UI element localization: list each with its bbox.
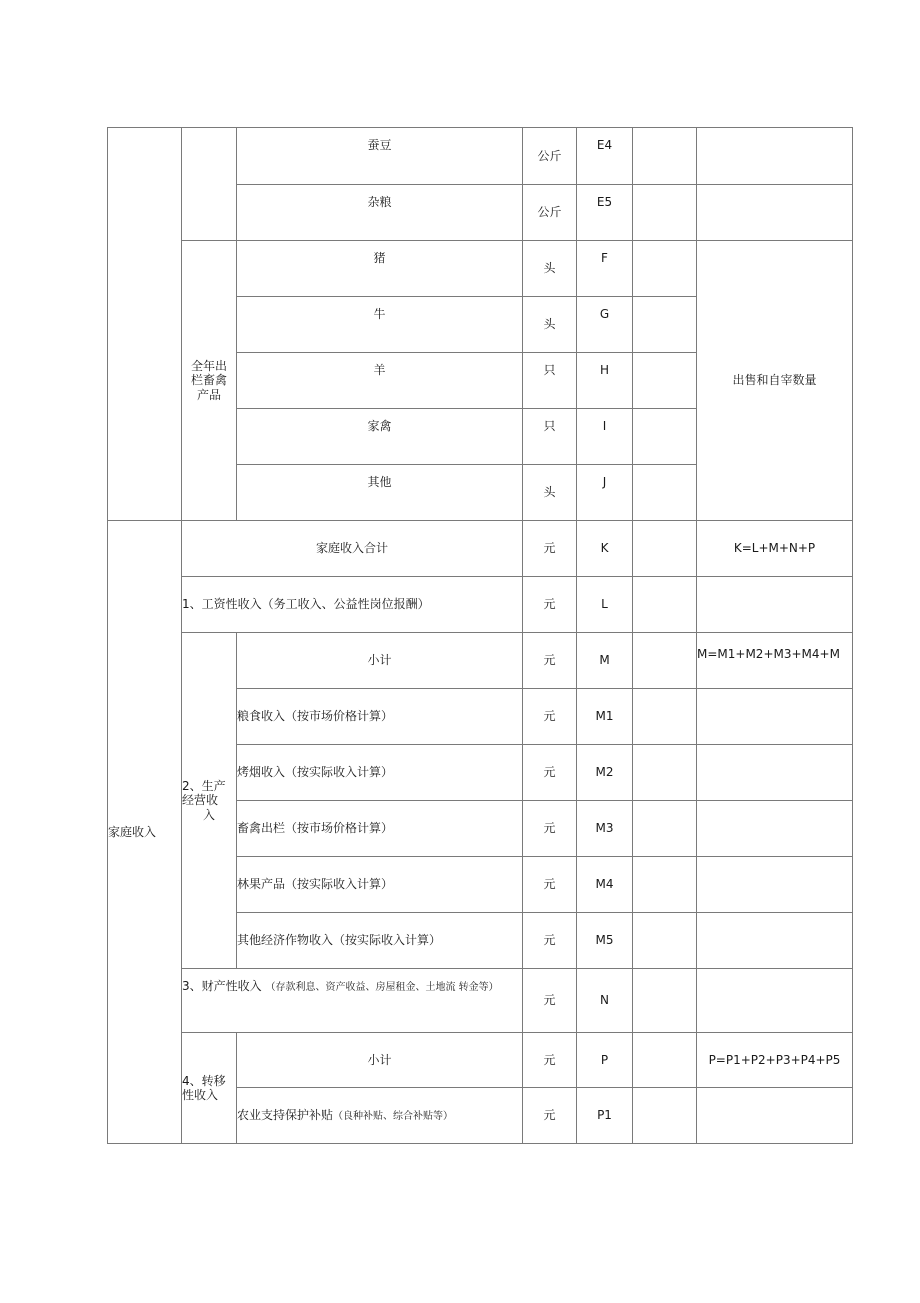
item-code: M5 bbox=[577, 913, 633, 969]
item-unit: 元 bbox=[523, 745, 577, 801]
item-name: 羊 bbox=[237, 353, 523, 409]
table-row bbox=[108, 128, 853, 185]
income-survey-table bbox=[107, 127, 853, 1144]
item-name: 家庭收入合计 bbox=[182, 521, 523, 577]
item-unit: 只 bbox=[523, 409, 577, 465]
production-category-label: 2、生产 经营收 入 bbox=[182, 633, 237, 969]
transfer-category-label: 4、转移 性收入 bbox=[182, 1033, 237, 1144]
item-unit: 头 bbox=[523, 241, 577, 297]
note-cell bbox=[697, 128, 853, 185]
item-name: 3、财产性收入 （存款利息、资产收益、房屋租金、土地流 转金等） bbox=[182, 969, 523, 1033]
value-cell[interactable] bbox=[633, 409, 697, 465]
value-cell[interactable] bbox=[633, 577, 697, 633]
table-row bbox=[108, 577, 853, 633]
value-cell[interactable] bbox=[633, 689, 697, 745]
item-name: 其他 bbox=[237, 465, 523, 521]
item-code: J bbox=[577, 465, 633, 521]
item-name: 烤烟收入（按实际收入计算） bbox=[237, 745, 523, 801]
item-name: 猪 bbox=[237, 241, 523, 297]
item-unit: 元 bbox=[523, 689, 577, 745]
item-code: E5 bbox=[577, 185, 633, 241]
value-cell[interactable] bbox=[633, 297, 697, 353]
note-cell bbox=[697, 857, 853, 913]
income-section-label: 家庭收入 bbox=[108, 521, 182, 1144]
item-code: K bbox=[577, 521, 633, 577]
item-name: 农业支持保护补贴（良种补贴、综合补贴等） bbox=[237, 1088, 523, 1144]
item-unit: 元 bbox=[523, 857, 577, 913]
note-cell bbox=[697, 577, 853, 633]
item-code: M bbox=[577, 633, 633, 689]
livestock-note: 出售和自宰数量 bbox=[697, 241, 853, 521]
value-cell[interactable] bbox=[633, 633, 697, 689]
value-cell[interactable] bbox=[633, 128, 697, 185]
note-cell bbox=[697, 969, 853, 1033]
value-cell[interactable] bbox=[633, 969, 697, 1033]
formula-note: K=L+M+N+P bbox=[697, 521, 853, 577]
item-name: 1、工资性收入（务工收入、公益性岗位报酬） bbox=[182, 577, 523, 633]
note-cell bbox=[697, 801, 853, 857]
item-code: P1 bbox=[577, 1088, 633, 1144]
item-name: 牛 bbox=[237, 297, 523, 353]
value-cell[interactable] bbox=[633, 745, 697, 801]
item-unit: 只 bbox=[523, 353, 577, 409]
value-cell[interactable] bbox=[633, 185, 697, 241]
item-unit: 元 bbox=[523, 633, 577, 689]
note-cell bbox=[697, 185, 853, 241]
item-unit: 元 bbox=[523, 577, 577, 633]
value-cell[interactable] bbox=[633, 1033, 697, 1088]
value-cell[interactable] bbox=[633, 801, 697, 857]
table-row bbox=[108, 241, 853, 297]
note-cell bbox=[697, 745, 853, 801]
item-name: 蚕豆 bbox=[237, 128, 523, 185]
item-code: M3 bbox=[577, 801, 633, 857]
value-cell[interactable] bbox=[633, 241, 697, 297]
item-unit: 头 bbox=[523, 465, 577, 521]
note-cell bbox=[697, 689, 853, 745]
value-cell[interactable] bbox=[633, 1088, 697, 1144]
item-unit: 头 bbox=[523, 297, 577, 353]
item-unit: 公斤 bbox=[523, 128, 577, 185]
item-code: I bbox=[577, 409, 633, 465]
item-code: F bbox=[577, 241, 633, 297]
table-row bbox=[108, 969, 853, 1033]
value-cell[interactable] bbox=[633, 465, 697, 521]
item-code: M2 bbox=[577, 745, 633, 801]
note-cell bbox=[697, 1088, 853, 1144]
item-name: 林果产品（按实际收入计算） bbox=[237, 857, 523, 913]
item-name: 其他经济作物收入（按实际收入计算） bbox=[237, 913, 523, 969]
item-unit: 元 bbox=[523, 1033, 577, 1088]
item-unit: 元 bbox=[523, 969, 577, 1033]
item-code: L bbox=[577, 577, 633, 633]
item-name: 畜禽出栏（按市场价格计算） bbox=[237, 801, 523, 857]
item-name: 小计 bbox=[237, 633, 523, 689]
livestock-category-label: 全年出 栏畜禽 产品 bbox=[182, 241, 237, 521]
table-row bbox=[108, 633, 853, 689]
item-unit: 公斤 bbox=[523, 185, 577, 241]
item-name: 家禽 bbox=[237, 409, 523, 465]
section-cell-blank bbox=[108, 128, 182, 521]
category-cell-blank bbox=[182, 128, 237, 241]
item-unit: 元 bbox=[523, 521, 577, 577]
item-name: 粮食收入（按市场价格计算） bbox=[237, 689, 523, 745]
item-code: N bbox=[577, 969, 633, 1033]
note-cell bbox=[697, 913, 853, 969]
value-cell[interactable] bbox=[633, 521, 697, 577]
formula-note: M=M1+M2+M3+M4+M bbox=[697, 633, 853, 689]
table-row bbox=[108, 521, 853, 577]
formula-note: P=P1+P2+P3+P4+P5 bbox=[697, 1033, 853, 1088]
value-cell[interactable] bbox=[633, 857, 697, 913]
item-code: E4 bbox=[577, 128, 633, 185]
item-code: M4 bbox=[577, 857, 633, 913]
item-unit: 元 bbox=[523, 913, 577, 969]
value-cell[interactable] bbox=[633, 913, 697, 969]
value-cell[interactable] bbox=[633, 353, 697, 409]
item-unit: 元 bbox=[523, 1088, 577, 1144]
item-code: M1 bbox=[577, 689, 633, 745]
item-code: H bbox=[577, 353, 633, 409]
item-code: P bbox=[577, 1033, 633, 1088]
item-name: 小计 bbox=[237, 1033, 523, 1088]
table-row bbox=[108, 1033, 853, 1088]
item-unit: 元 bbox=[523, 801, 577, 857]
item-name: 杂粮 bbox=[237, 185, 523, 241]
item-code: G bbox=[577, 297, 633, 353]
